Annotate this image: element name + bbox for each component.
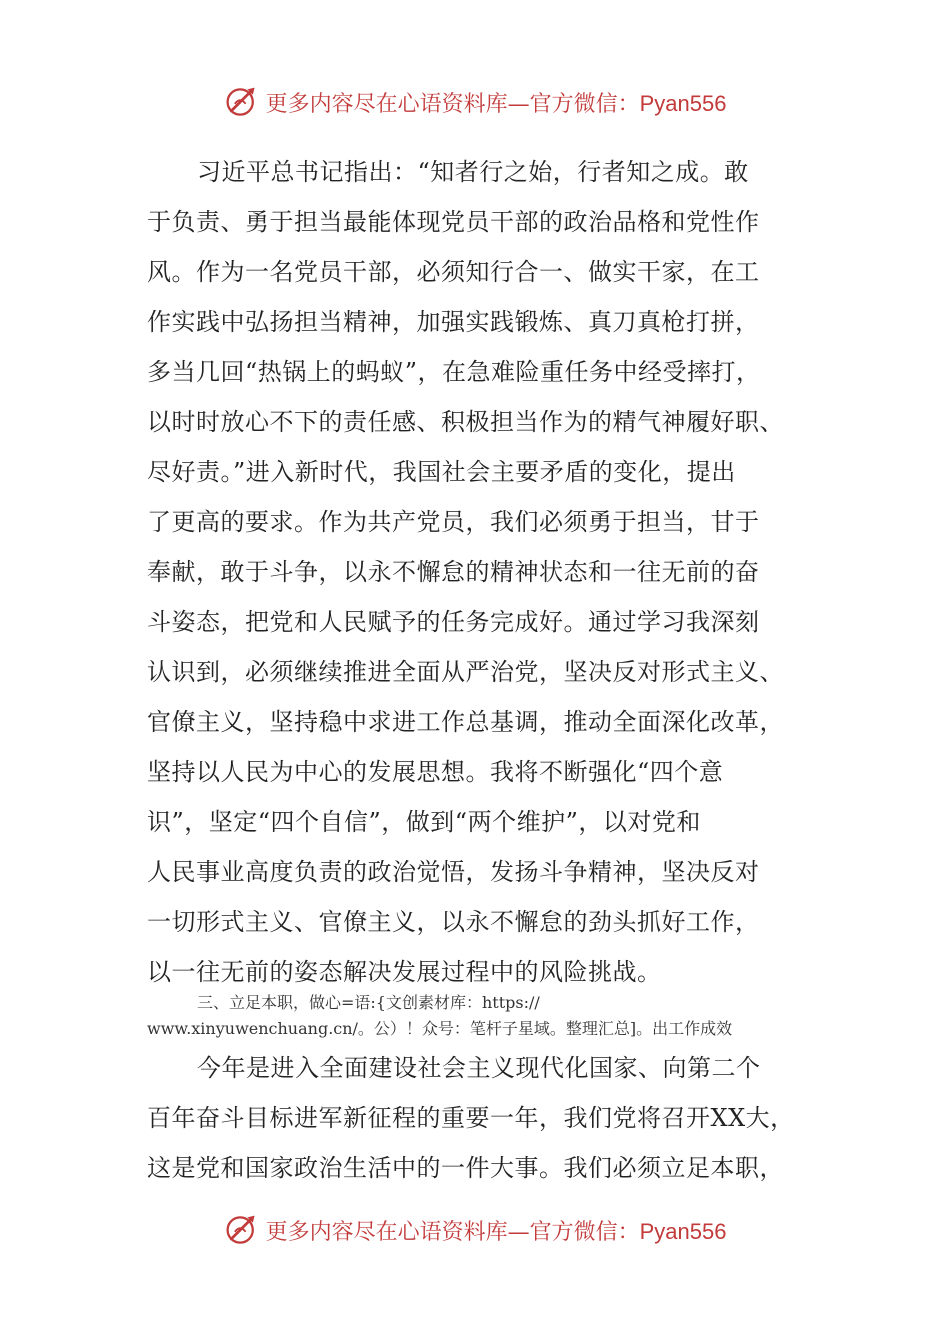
heading-line-1: 三、立足本职，做心=语:{文创素材库：https:// (197, 993, 540, 1012)
text-line: 坚持以人民为中心的发展思想。我将不断强化“四个意 (147, 758, 724, 786)
text-line: 百年奋斗目标进军新征程的重要一年，我们党将召开XX大， (147, 1104, 795, 1132)
text-line: 以时时放心不下的责任感、积极担当作为的精气神履好职、 (147, 408, 784, 436)
pen-logo-icon (224, 1212, 260, 1248)
pen-logo-icon (224, 84, 260, 120)
banner-text (266, 1215, 727, 1246)
text-line: 奉献，敢于斗争，以永不懈怠的精神状态和一往无前的奋 (147, 558, 760, 586)
banner-title: 更多内容尽在心语资料库—官方微信： (265, 1219, 640, 1245)
text-line: 斗姿态，把党和人民赋予的任务完成好。通过学习我深刻 (147, 608, 760, 636)
section-heading (147, 990, 827, 1042)
header-banner (0, 82, 950, 122)
text-line: 作实践中弘扬担当精神，加强实践锻炼、真刀真枪打拼， (147, 308, 760, 336)
text-line: 识”，坚定“四个自信”，做到“两个维护”，以对党和 (147, 808, 701, 836)
paragraph-2 (147, 1043, 827, 1193)
text-line: 多当几回“热锅上的蚂蚁”，在急难险重任务中经受摔打， (147, 358, 761, 386)
banner-wechat-id: Pyan556 (639, 1218, 727, 1244)
text-line: 今年是进入全面建设社会主义现代化国家、向第二个 (197, 1054, 761, 1082)
banner-wechat-id: Pyan556 (639, 90, 727, 116)
text-line: 官僚主义，坚持稳中求进工作总基调，推动全面深化改革， (147, 708, 784, 736)
paragraph-1 (147, 147, 807, 997)
text-line: 尽好责。”进入新时代，我国社会主要矛盾的变化，提出 (147, 458, 736, 486)
text-line: 人民事业高度负责的政治觉悟，发扬斗争精神，坚决反对 (147, 858, 760, 886)
text-line: 了更高的要求。作为共产党员，我们必须勇于担当，甘于 (147, 508, 760, 536)
text-line: 于负责、勇于担当最能体现党员干部的政治品格和党性作 (147, 208, 760, 236)
text-line: 一切形式主义、官僚主义，以永不懈怠的劲头抓好工作， (147, 908, 760, 936)
text-line: 风。作为一名党员干部，必须知行合一、做实干家，在工 (147, 258, 760, 286)
text-line: 以一往无前的姿态解决发展过程中的风险挑战。 (147, 958, 662, 986)
text-line: 认识到，必须继续推进全面从严治党，坚决反对形式主义、 (147, 658, 784, 686)
banner-text (266, 87, 727, 118)
text-line: 习近平总书记指出：“知者行之始，行者知之成。敢 (197, 158, 749, 186)
banner-title: 更多内容尽在心语资料库—官方微信： (265, 91, 640, 117)
text-line: 这是党和国家政治生活中的一件大事。我们必须立足本职， (147, 1154, 784, 1182)
heading-line-2: www.xinyuwenchuang.cn/。公）！众号：笔杆子星域。整理汇总]。出工作成效 (147, 1019, 733, 1038)
footer-banner (0, 1210, 950, 1250)
